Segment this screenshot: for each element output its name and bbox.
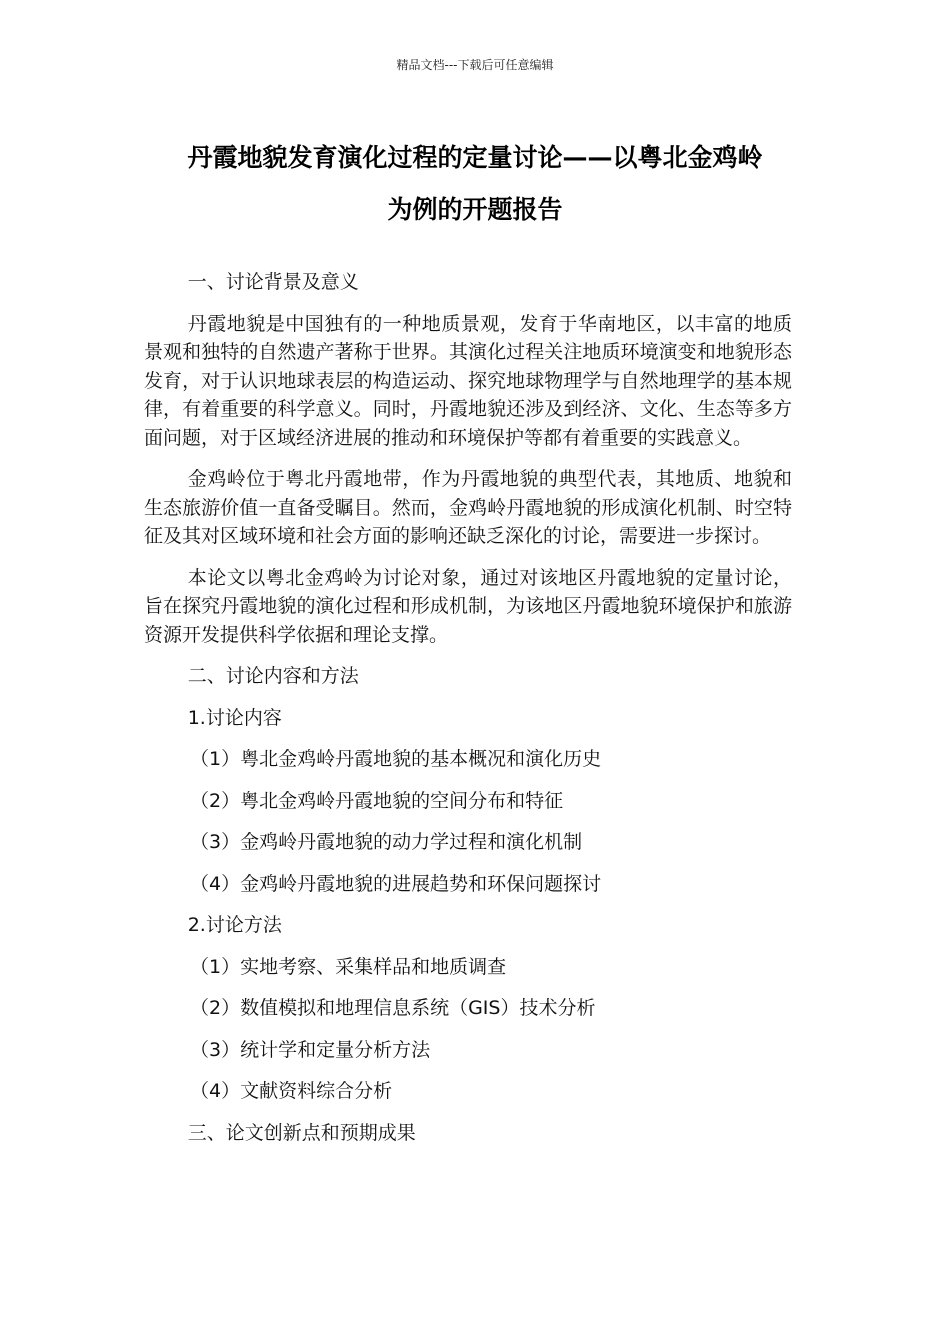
paragraph-background-2: 金鸡岭位于粤北丹霞地带，作为丹霞地貌的典型代表，其地质、地貌和生态旅游价值一直备受瞩目。然而，金鸡岭丹霞地貌的形成演化机制、时空特征及其对区域环境和社会方面的影响还缺乏深化的讨论，需要进一步探讨。 <box>144 468 792 547</box>
list-item-method-1: （1）实地考察、采集样品和地质调查 <box>190 955 507 978</box>
paragraph-background-3: 本论文以粤北金鸡岭为讨论对象，通过对该地区丹霞地貌的定量讨论，旨在探究丹霞地貌的演化过程和形成机制，为该地区丹霞地貌环境保护和旅游资源开发提供科学依据和理论支撑。 <box>144 566 792 646</box>
list-item-method-3: （3）统计学和定量分析方法 <box>190 1038 431 1061</box>
list-item-content-3: （3）金鸡岭丹霞地貌的动力学过程和演化机制 <box>190 831 583 853</box>
list-item-method-2: （2）数值模拟和地理信息系统（GIS）技术分析 <box>190 997 596 1019</box>
title-line-1: 丹霞地貌发育演化过程的定量讨论——以粤北金鸡岭 <box>187 143 763 172</box>
page-header: 精品文档---下载后可任意编辑 <box>396 58 554 72</box>
document-title <box>120 132 830 236</box>
subheading-research-content: 1.讨论内容 <box>187 706 282 729</box>
list-item-content-2: （2）粤北金鸡岭丹霞地貌的空间分布和特征 <box>190 789 564 812</box>
section-heading-content-methods: 二、讨论内容和方法 <box>187 665 359 687</box>
list-item-content-1: （1）粤北金鸡岭丹霞地貌的基本概况和演化历史 <box>190 748 602 770</box>
list-item-method-4: （4）文献资料综合分析 <box>190 1080 393 1102</box>
title-line-2: 为例的开题报告 <box>387 195 563 224</box>
document-body <box>144 268 792 1160</box>
section-heading-innovation: 三、论文创新点和预期成果 <box>187 1121 416 1144</box>
list-item-content-4: （4）金鸡岭丹霞地貌的进展趋势和环保问题探讨 <box>190 872 602 895</box>
paragraph-background-1: 丹霞地貌是中国独有的一种地质景观，发育于华南地区，以丰富的地质景观和独特的自然遗产著称于世界。其演化过程关注地质环境演变和地貌形态发育，对于认识地球表层的构造运动、探究地球物理学与自然地理学的基本规律，有着重要的科学意义。同时，丹霞地貌还涉及到经济、文化、生态等多方面问题，对于区域经济进展的推动和环境保护等都有着重要的实践意义。 <box>144 312 792 449</box>
subheading-research-methods: 2.讨论方法 <box>187 914 282 936</box>
section-heading-background: 一、讨论背景及意义 <box>187 271 359 293</box>
